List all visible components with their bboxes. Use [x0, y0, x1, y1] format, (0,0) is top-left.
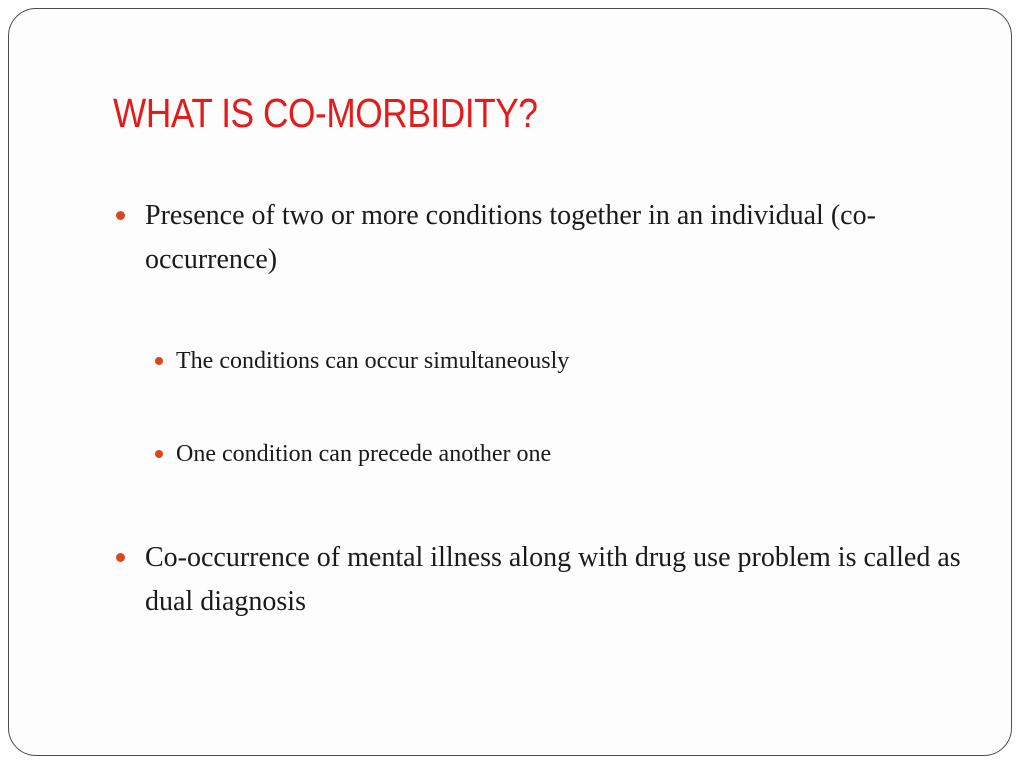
bullet-text: The conditions can occur simultaneously: [176, 348, 570, 374]
sub-bullet-item-simultaneous: [176, 344, 956, 378]
bullet-text: One condition can precede another one: [176, 441, 552, 467]
bullet-item-co-occurrence: [145, 194, 975, 282]
bullet-dot-icon: [116, 211, 125, 220]
bullet-item-dual-diagnosis: [145, 536, 975, 624]
bullet-dot-icon: [155, 357, 163, 365]
bullet-dot-icon: [155, 450, 163, 458]
slide-title: WHAT IS CO-MORBIDITY?: [113, 90, 538, 136]
bullet-dot-icon: [116, 553, 125, 562]
sub-bullet-item-precede: [176, 437, 956, 471]
bullet-text: Co-occurrence of mental illness along with drug use problem is called as dual diagnosis: [145, 542, 961, 617]
bullet-text: Presence of two or more conditions together in an individual (co-occurrence): [145, 200, 876, 275]
